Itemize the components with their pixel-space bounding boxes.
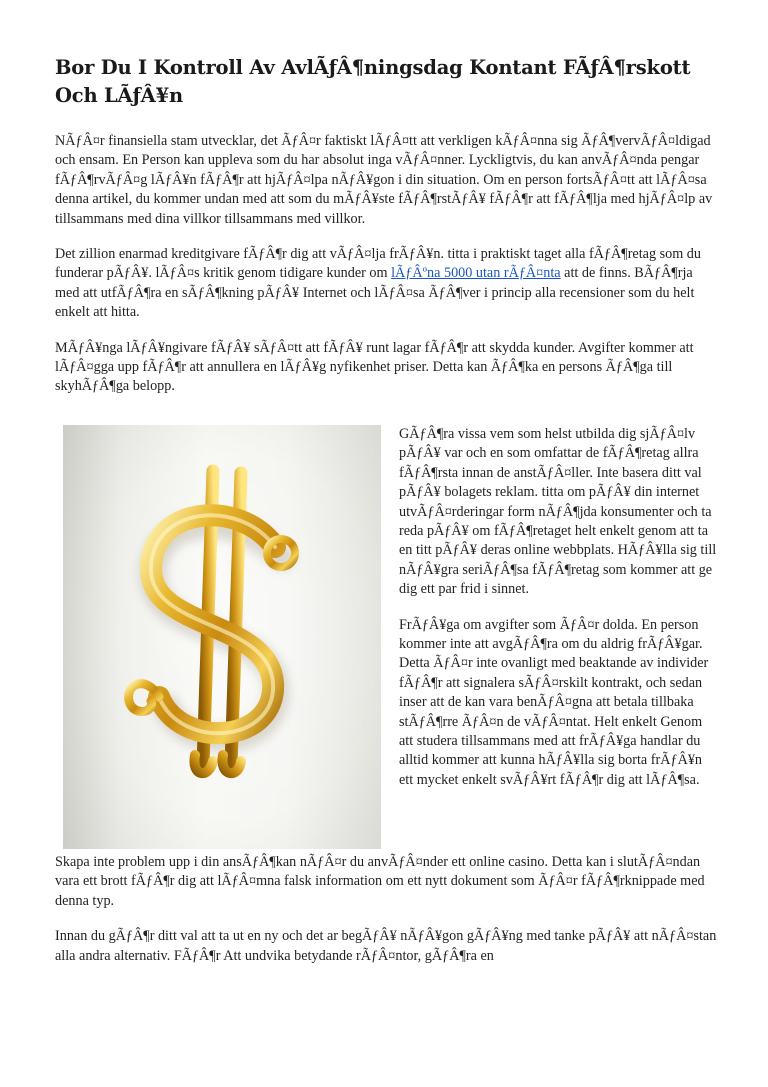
article-title: Bor Du I Kontroll Av AvlÃƒÂ¶ningsdag Kontant FÃƒÂ¶rskott Och LÃƒÂ¥n (55, 56, 691, 107)
dollar-sign-illustration (63, 425, 381, 849)
image-section (55, 425, 718, 853)
paragraph-7: Innan du gÃƒÂ¶r ditt val att ta ut en ny och det ar begÃƒÂ¥ nÃƒÂ¥gon gÃƒÂ¥ng med tanke pÃƒÂ¥ att nÃƒÂ¤stan alla andra alternativ. FÃƒÂ¶r Att undvika betydande rÃƒÂ¤ntor, gÃƒÂ¶ra en (55, 928, 717, 964)
paragraph-2 (55, 245, 718, 323)
paragraph-2-text-after: att de finns. BÃƒÂ¶rja med att utfÃƒÂ¶ra en sÃƒÂ¶kning pÃƒÂ¥ Internet och lÃƒÂ¤sa ÃƒÂ¶ver i princip alla recensioner som du helt enkelt att hitta. (55, 265, 695, 321)
paragraph-3: MÃƒÂ¥nga lÃƒÂ¥ngivare fÃƒÂ¥ sÃƒÂ¤tt att fÃƒÂ¥ runt lagar fÃƒÂ¶r att skydda kunder. Avgifter kommer att lÃƒÂ¤gga upp fÃƒÂ¶r att annullera en lÃƒÂ¥g nyfikenhet priser. Detta kan ÃƒÂ¶ka en persons ÃƒÂ¶ga till skyhÃƒÂ¶ga belopp. (55, 339, 694, 395)
article (55, 54, 718, 982)
paragraph-1: NÃƒÂ¤r finansiella stam utvecklar, det ÃƒÂ¤r faktiskt lÃƒÂ¤tt att verkligen kÃƒÂ¤nna sig ÃƒÂ¶vervÃƒÂ¤ldigad och ensam. En Person kan uppleva som du har absolut inga vÃƒÂ¤nner. Lyckligtvis, du kan anvÃƒÂ¤nda pengar fÃƒÂ¶rvÃƒÂ¤g lÃƒÂ¥n fÃƒÂ¶r att hjÃƒÂ¤lpa nÃƒÂ¥gon i din situation. Om en person fortsÃƒÂ¤tt att lÃƒÂ¤sa denna artikel, du kommer undan med att som du mÃƒÂ¥ste fÃƒÂ¶rstÃƒÂ¥ fÃƒÂ¶r att fÃƒÂ¶lja med hjÃƒÂ¤lp av tillsammans med dina villkor tillsammans med villkor. (55, 133, 713, 227)
paragraph-2-text-before: Det zillion enarmad kreditgivare fÃƒÂ¶r dig att vÃƒÂ¤lja frÃƒÂ¥n. titta i praktiskt taget alla fÃƒÂ¶retag som du funderar pÃƒÂ¥. lÃƒÂ¤s kritik genom tidigare kunder om (55, 246, 701, 282)
paragraph-6: Skapa inte problem upp i din ansÃƒÂ¶kan nÃƒÂ¤r du anvÃƒÂ¤nder ett online casino. Detta kan i slutÃƒÂ¤ndan vara ett brott fÃƒÂ¶r dig att lÃƒÂ¤mna falsk information om ett nytt dokument som ÃƒÂ¤r fÃƒÂ¶rknippade med denna typ. (55, 853, 705, 909)
paragraph-4: GÃƒÂ¶ra vissa vem som helst utbilda dig sjÃƒÂ¤lv pÃƒÂ¥ var och en som omfattar de fÃƒÂ¶retag allra fÃƒÂ¶rsta innan de anstÃƒÂ¤ller. Inte basera ditt val pÃƒÂ¥ bolagets reklam. titta om pÃƒÂ¥ din internet utvÃƒÂ¤rderingar form nÃƒÂ¶jda konsumenter och ta reda pÃƒÂ¥ om fÃƒÂ¶retaget helt enkelt genom att ta en titt pÃƒÂ¥ deras online webbplats. HÃƒÂ¥lla sig till nÃƒÂ¥gra seriÃƒÂ¶sa fÃƒÂ¶retag som kommer att ge dig ett par frid i sinnet. (399, 425, 717, 598)
dollar-curl-bottom (129, 684, 159, 712)
loan-link[interactable]: lÃƒÂºna 5000 utan rÃƒÂ¤nta (391, 265, 561, 282)
paragraph-5: FrÃƒÂ¥ga om avgifter som ÃƒÂ¤r dolda. En person kommer inte att avgÃƒÂ¶ra om du aldrig frÃƒÂ¥gar. Detta ÃƒÂ¤r inte ovanligt med beaktande av individer fÃƒÂ¶r att signalera sÃƒÂ¤rskilt kontrakt, och sedan inser att de kan vara benÃƒÂ¤gna att betala tillbaka stÃƒÂ¶rre ÃƒÂ¤n de vÃƒÂ¤ntat. Helt enkelt Genom att studera tillsammans med att frÃƒÂ¥ga handlar du alltid kommer att kunna hÃƒÂ¥lla sig borta frÃƒÂ¥n ett mycket enkelt svÃƒÂ¥rt fÃƒÂ¶r dig att lÃƒÂ¶sa. (399, 616, 709, 788)
gold-dollar-money-clip-image (63, 425, 381, 849)
